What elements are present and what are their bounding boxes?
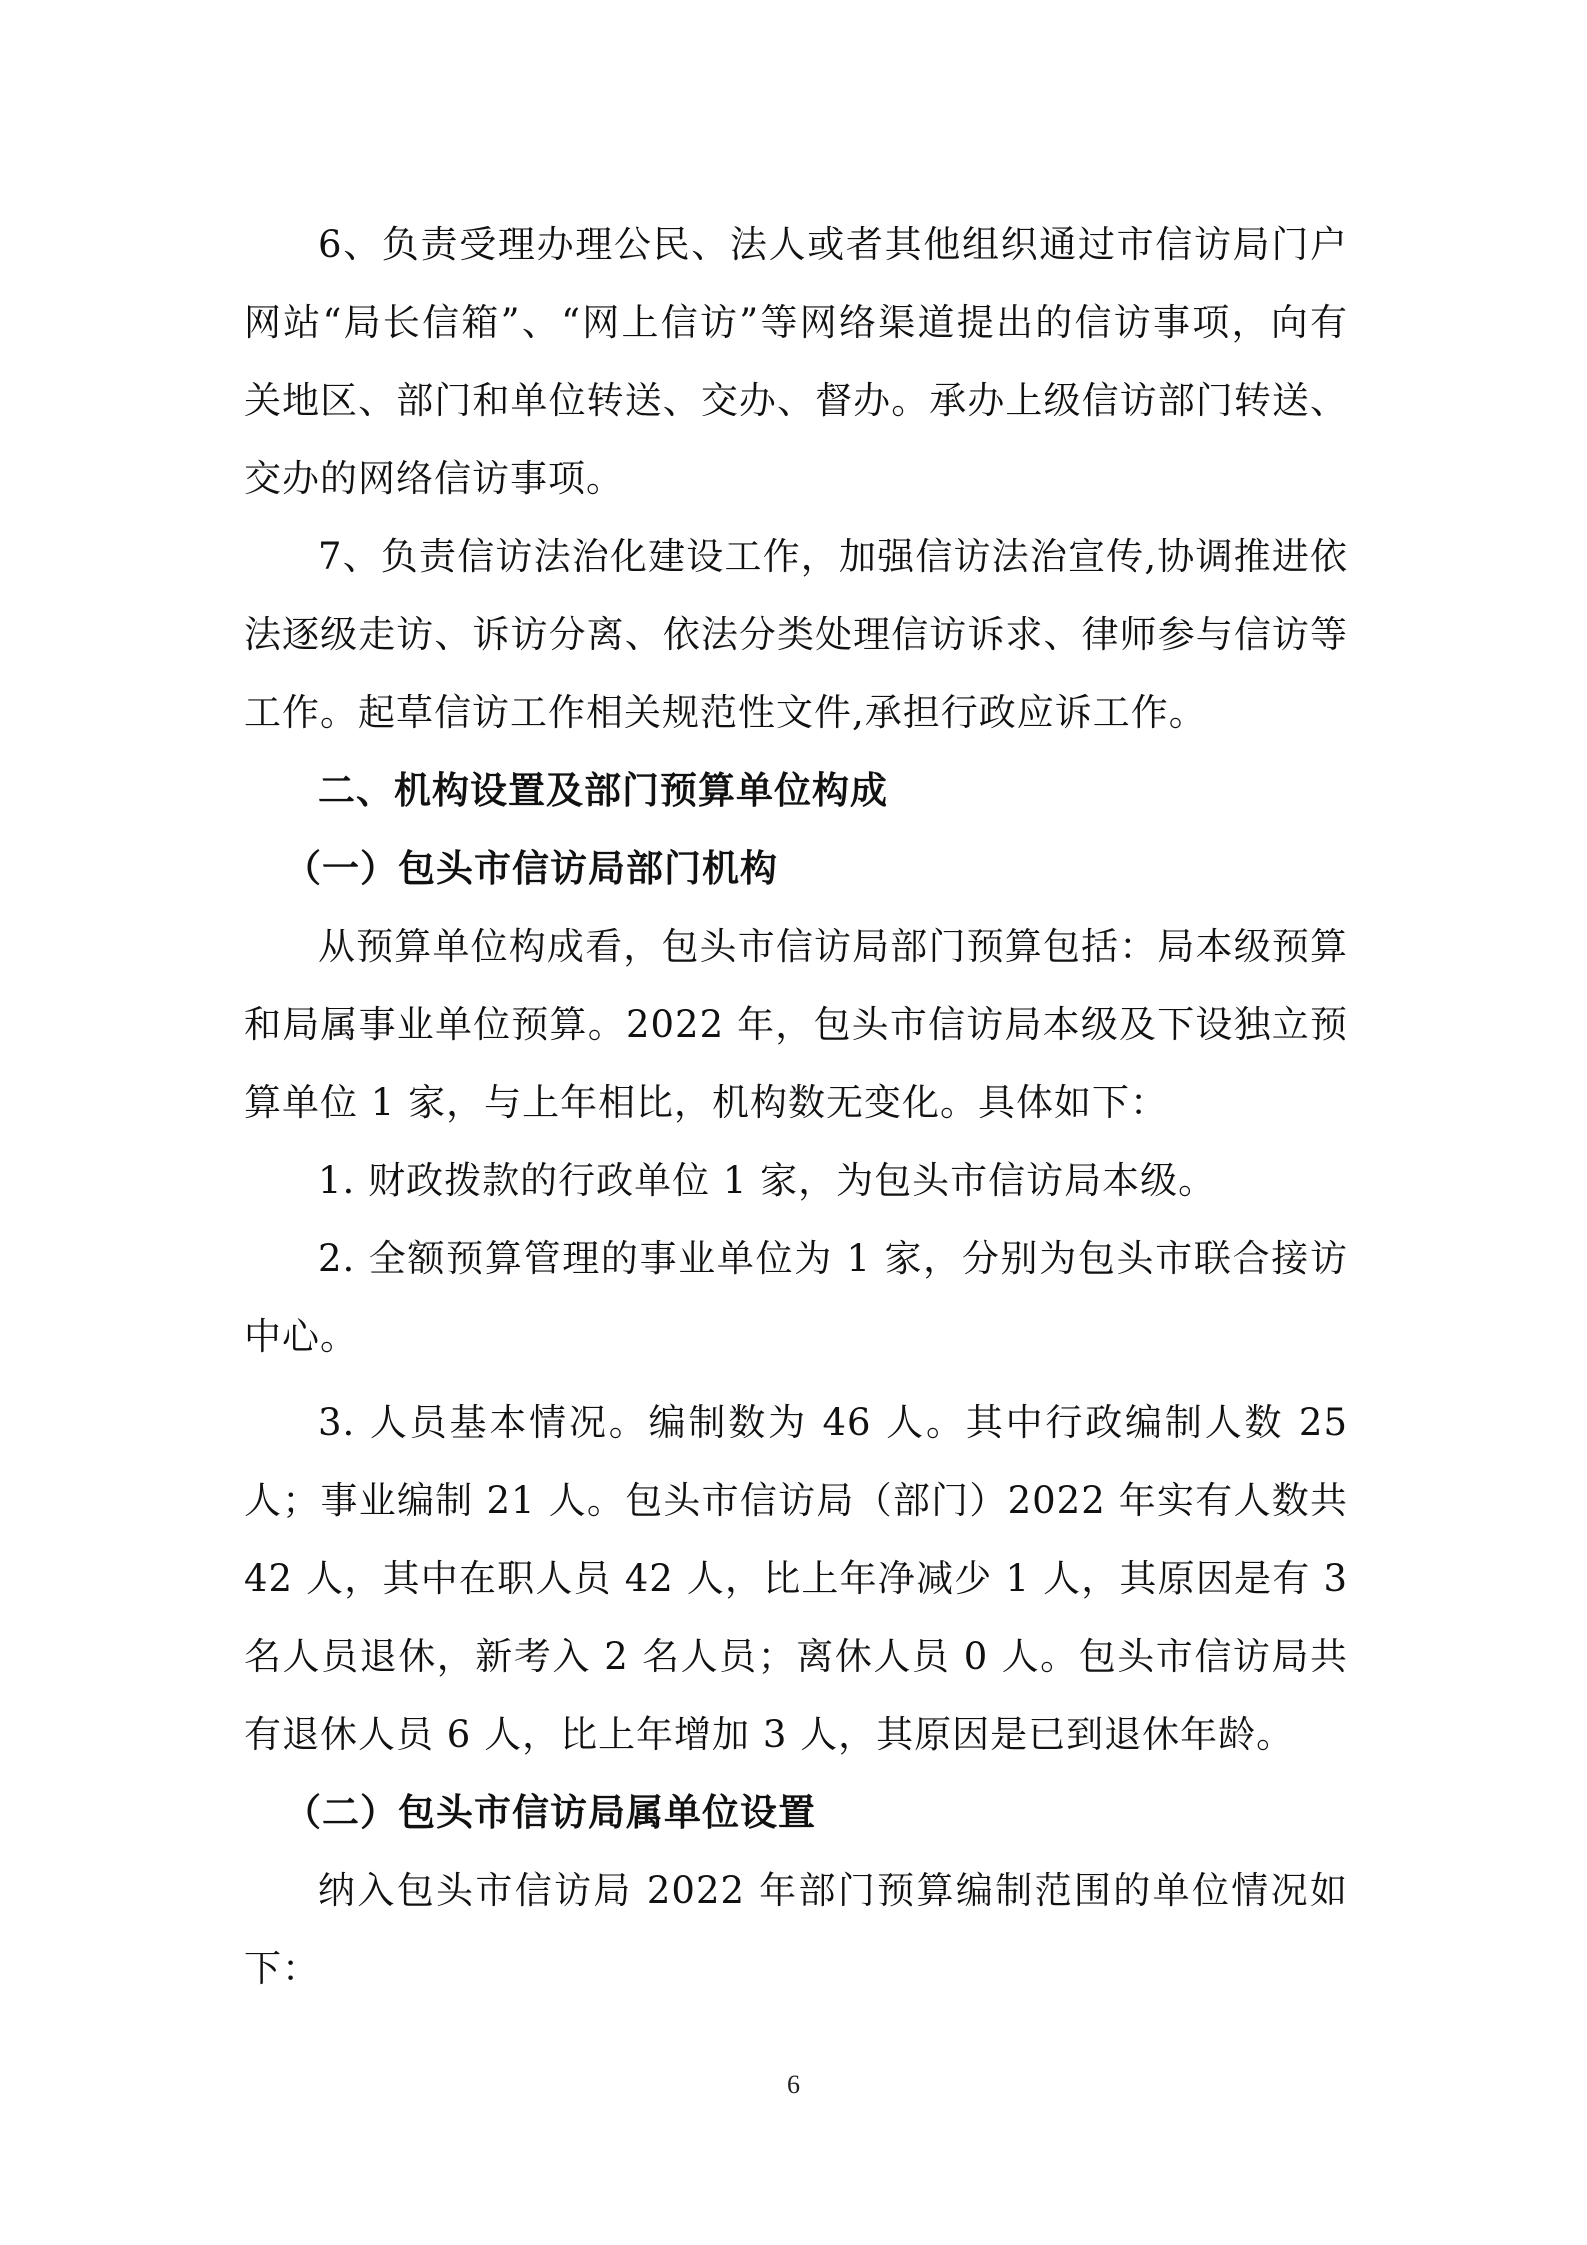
page-body: [244, 206, 1348, 2008]
list-item-1: 1. 财政拨款的行政单位 1 家，为包头市信访局本级。: [318, 1159, 1217, 1202]
units-intro-paragraph: 纳入包头市信访局 2022 年部门预算编制范围的单位情况如下：: [244, 1869, 1348, 1990]
subsection-2-heading: （二）包头市信访局属单位设置: [284, 1791, 816, 1834]
list-item-2: 2. 全额预算管理的事业单位为 1 家，分别为包头市联合接访中心。: [244, 1237, 1348, 1358]
subsection-1-heading: （一）包头市信访局部门机构: [284, 847, 778, 890]
page-number: 6: [787, 2070, 800, 2099]
paragraph-item-7: 7、负责信访法治化建设工作，加强信访法治宣传,协调推进依法逐级走访、诉访分离、依法分类处理信访诉求、律师参与信访等工作。起草信访工作相关规范性文件,承担行政应诉工作。: [244, 535, 1348, 734]
budget-intro-paragraph: 从预算单位构成看，包头市信访局部门预算包括：局本级预算和局属事业单位预算。2022 年，包头市信访局本级及下设独立预算单位 1 家，与上年相比，机构数无变化。具体如下：: [244, 925, 1348, 1124]
section-2-heading: 二、机构设置及部门预算单位构成: [318, 769, 888, 812]
paragraph-item-6: 6、负责受理办理公民、法人或者其他组织通过市信访局门户网站“局长信箱”、“网上信访”等网络渠道提出的信访事项，向有关地区、部门和单位转送、交办、督办。承办上级信访部门转送、交办的网络信访事项。: [244, 223, 1348, 500]
list-item-3: 3. 人员基本情况。编制数为 46 人。其中行政编制人数 25 人；事业编制 21 人。包头市信访局（部门）2022 年实有人数共 42 人，其中在职人员 42 人，比上年净减少 1 人，其原因是有 3 名人员退休，新考入 2 名人员；离休人员 0 人。包头市信访局共有退休人员 6 人，比上年增加 3 人，其原因是已到退休年龄。: [244, 1401, 1348, 1756]
